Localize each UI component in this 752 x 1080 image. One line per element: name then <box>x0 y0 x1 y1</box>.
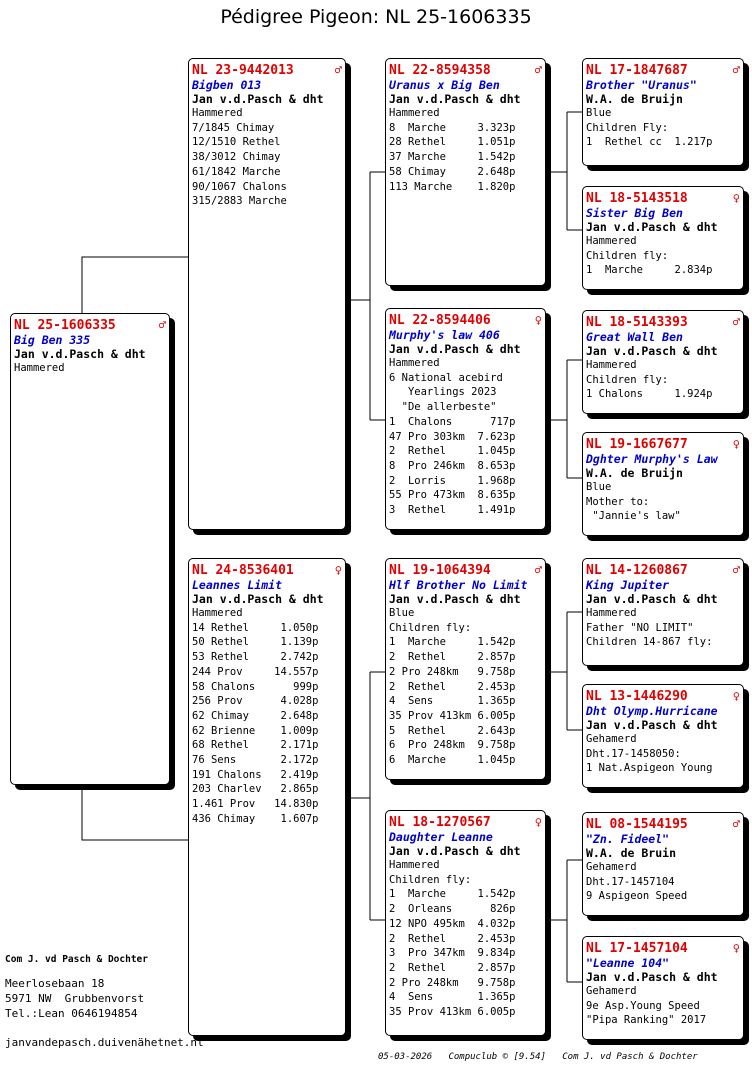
loft-name: Com J. vd Pasch & Dochter <box>5 954 148 965</box>
loft-phone: Tel.:Lean 0646194854 <box>5 1007 138 1020</box>
owner-name: Jan v.d.Pasch & dht <box>192 592 324 606</box>
pigeon-card-dds <box>582 812 744 916</box>
result-line: Children 14-867 fly: <box>586 636 713 649</box>
result-line: 9e Asp.Young Speed <box>586 999 700 1012</box>
card-header <box>192 563 342 578</box>
result-line: 1 Marche 1.542p <box>389 888 516 901</box>
result-line: 4 Sens 1.365p <box>389 991 516 1004</box>
owner-name: Jan v.d.Pasch & dht <box>389 342 521 356</box>
credit-line: 05-03-2026 Compuclub © [9.54] Com J. vd Pasch & Dochter <box>378 1052 698 1062</box>
card-header <box>586 689 740 704</box>
ring-number: NL 18-5143393 <box>586 315 688 330</box>
sex-icon: ♂ <box>534 63 542 77</box>
sex-icon: ♂ <box>334 63 342 77</box>
card-header <box>389 563 542 578</box>
result-line: Gehamerd <box>586 861 637 873</box>
result-line: 35 Prov 413km 6.005p <box>389 1006 516 1019</box>
result-line: Hammered <box>389 107 440 119</box>
result-line: 2 Rethel 2.453p <box>389 932 516 945</box>
owner-name: Jan v.d.Pasch & dht <box>586 592 718 606</box>
owner-name: Jan v.d.Pasch & dht <box>389 592 521 606</box>
result-line: Gehamerd <box>586 985 637 997</box>
result-line: 55 Pro 473km 8.635p <box>389 489 516 502</box>
ring-number: NL 24-8536401 <box>192 563 294 578</box>
pigeon-card-ddd <box>582 936 744 1040</box>
pigeon-card-ssd <box>582 186 744 290</box>
pigeon-name: Great Wall Ben <box>586 330 683 344</box>
result-line: Children fly: <box>586 373 669 386</box>
result-line: 2 Rethel 2.857p <box>389 651 516 664</box>
result-line: 50 Rethel 1.139p <box>192 636 319 649</box>
ring-number: NL 17-1457104 <box>586 941 688 956</box>
loft-email: janvandepasch.duivenähetnet.nl <box>5 1036 204 1049</box>
pigeon-card-dd <box>385 810 546 1036</box>
pigeon-card-sdd <box>582 432 744 536</box>
result-line: 35 Prov 413km 6.005p <box>389 709 516 722</box>
result-line: 12/1510 Rethel <box>192 136 281 149</box>
result-line: 2 Lorris 1.968p <box>389 474 516 487</box>
owner-name: W.A. de Bruin <box>586 846 677 860</box>
result-line: "De allerbeste" <box>389 401 497 414</box>
result-line: 6 National acebird <box>389 371 503 384</box>
owner-name: Jan v.d.Pasch & dht <box>14 347 146 361</box>
sex-icon: ♂ <box>158 318 166 332</box>
result-line: 2 Orleans 826p <box>389 903 516 916</box>
card-header <box>586 191 740 206</box>
result-line: 12 NPO 495km 4.032p <box>389 917 516 930</box>
result-line: 58 Chalons 999p <box>192 680 319 693</box>
result-line: Children Fly: <box>586 121 669 134</box>
owner-name: W.A. de Bruijn <box>586 92 683 106</box>
result-line: 3 Pro 347km 9.834p <box>389 947 516 960</box>
ring-number: NL 25-1606335 <box>14 318 116 333</box>
pigeon-name: Bigben 013 <box>192 78 262 92</box>
card-header <box>586 817 740 832</box>
sex-icon: ♂ <box>732 315 740 329</box>
result-line: 90/1067 Chalons <box>192 180 287 193</box>
pigeon-name: Dht Olymp.Hurricane <box>586 704 718 718</box>
card-header <box>389 63 542 78</box>
result-line: Father "NO LIMIT" <box>586 621 694 634</box>
result-line: Hammered <box>586 607 637 619</box>
result-line: Hammered <box>192 607 243 619</box>
owner-name: Jan v.d.Pasch & dht <box>586 718 718 732</box>
result-line: 4 Sens 1.365p <box>389 695 516 708</box>
result-line: 37 Marche 1.542p <box>389 151 516 164</box>
ring-number: NL 14-1260867 <box>586 563 688 578</box>
sex-icon: ♀ <box>732 437 740 451</box>
pigeon-name: Brother "Uranus" <box>586 78 697 92</box>
result-line: Hammered <box>389 357 440 369</box>
result-line: 244 Prov 14.557p <box>192 665 319 678</box>
ring-number: NL 08-1544195 <box>586 817 688 832</box>
card-header <box>586 563 740 578</box>
result-line: 191 Chalons 2.419p <box>192 768 319 781</box>
card-header <box>389 815 542 830</box>
sex-icon: ♀ <box>732 191 740 205</box>
pigeon-name: Hlf Brother No Limit <box>389 578 528 592</box>
owner-name: Jan v.d.Pasch & dht <box>586 970 718 984</box>
owner-name: Jan v.d.Pasch & dht <box>389 844 521 858</box>
result-line: 76 Sens 2.172p <box>192 754 319 767</box>
ring-number: NL 18-1270567 <box>389 815 491 830</box>
sex-icon: ♀ <box>534 313 542 327</box>
result-line: Hammered <box>389 859 440 871</box>
owner-name: Jan v.d.Pasch & dht <box>389 92 521 106</box>
pigeon-name: Daughter Leanne <box>389 830 493 844</box>
sex-icon: ♀ <box>732 941 740 955</box>
pigeon-name: Leannes Limit <box>192 578 283 592</box>
pigeon-card-sds <box>582 310 744 414</box>
pigeon-name: Dghter Murphy's Law <box>586 452 718 466</box>
result-line: 1 Chalons 717p <box>389 415 516 428</box>
result-line: Children fly: <box>389 621 472 634</box>
ring-number: NL 23-9442013 <box>192 63 294 78</box>
sex-icon: ♀ <box>534 815 542 829</box>
result-line: 58 Chimay 2.648p <box>389 165 516 178</box>
sex-icon: ♂ <box>732 63 740 77</box>
result-line: 5 Rethel 2.643p <box>389 724 516 737</box>
pigeon-card-dam <box>188 558 346 1036</box>
result-line: Gehamerd <box>586 733 637 745</box>
result-line: Blue <box>586 107 612 119</box>
card-header <box>586 315 740 330</box>
result-line: 1 Chalons 1.924p <box>586 388 713 401</box>
pigeon-name: "Leanne 104" <box>586 956 670 970</box>
result-line: Hammered <box>586 359 637 371</box>
owner-name: Jan v.d.Pasch & dht <box>586 220 718 234</box>
pigeon-name: Sister Big Ben <box>586 206 683 220</box>
result-line: 315/2883 Marche <box>192 195 287 208</box>
page-title: Pédigree Pigeon: NL 25-1606335 <box>220 6 532 28</box>
ring-number: NL 22-8594406 <box>389 313 491 328</box>
result-line: 47 Pro 303km 7.623p <box>389 430 516 443</box>
pigeon-card-subject <box>10 313 170 785</box>
result-line: 1.461 Prov 14.830p <box>192 798 319 811</box>
result-line: Children fly: <box>586 249 669 262</box>
result-line: 1 Rethel cc 1.217p <box>586 136 713 149</box>
card-header <box>586 63 740 78</box>
ring-number: NL 18-5143518 <box>586 191 688 206</box>
result-line: "Jannie's law" <box>586 510 681 523</box>
card-header <box>586 941 740 956</box>
result-line: 8 Pro 246km 8.653p <box>389 459 516 472</box>
result-line: 38/3012 Chimay <box>192 151 281 164</box>
result-line: 1 Marche 2.834p <box>586 264 713 277</box>
result-line: 436 Chimay 1.607p <box>192 812 319 825</box>
result-line: 2 Rethel 1.045p <box>389 445 516 458</box>
result-line: Hammered <box>14 362 65 374</box>
pigeon-card-dsd <box>582 684 744 788</box>
result-line: 2 Rethel 2.453p <box>389 680 516 693</box>
pigeon-card-ds <box>385 558 546 780</box>
ring-number: NL 19-1064394 <box>389 563 491 578</box>
result-line: 9 Aspigeon Speed <box>586 890 688 903</box>
result-line: Hammered <box>192 107 243 119</box>
result-line: Yearlings 2023 <box>389 386 497 399</box>
ring-number: NL 17-1847687 <box>586 63 688 78</box>
pigeon-card-dss <box>582 558 744 666</box>
result-line: Children fly: <box>389 873 472 886</box>
card-header <box>192 63 342 78</box>
loft-address-line-1: Meerlosebaan 18 <box>5 977 105 990</box>
result-line: 68 Rethel 2.171p <box>192 739 319 752</box>
loft-address-line-2: 5971 NW Grubbenvorst <box>5 992 145 1005</box>
card-header <box>586 437 740 452</box>
owner-name: Jan v.d.Pasch & dht <box>192 92 324 106</box>
result-line: Dht.17-1458050: <box>586 747 681 760</box>
result-line: 1 Nat.Aspigeon Young <box>586 762 713 775</box>
pigeon-name: Murphy's law 406 <box>389 328 500 342</box>
ring-number: NL 19-1667677 <box>586 437 688 452</box>
result-line: 6 Marche 1.045p <box>389 754 516 767</box>
result-line: 28 Rethel 1.051p <box>389 136 516 149</box>
pigeon-name: Uranus x Big Ben <box>389 78 500 92</box>
owner-name: W.A. de Bruijn <box>586 466 683 480</box>
result-line: 6 Pro 248km 9.758p <box>389 739 516 752</box>
pigeon-name: Big Ben 335 <box>14 333 91 347</box>
result-line: 62 Chimay 2.648p <box>192 709 319 722</box>
result-line: 3 Rethel 1.491p <box>389 504 516 517</box>
result-line: 61/1842 Marche <box>192 165 281 178</box>
pigeon-card-sire <box>188 58 346 530</box>
result-line: 14 Rethel 1.050p <box>192 621 319 634</box>
result-line: 62 Brienne 1.009p <box>192 724 319 737</box>
pigeon-card-sd <box>385 308 546 530</box>
result-line: Dht.17-1457104 <box>586 875 675 888</box>
result-line: 53 Rethel 2.742p <box>192 651 319 664</box>
result-line: 7/1845 Chimay <box>192 121 275 134</box>
result-line: Blue <box>586 481 612 493</box>
sex-icon: ♂ <box>732 563 740 577</box>
result-line: 256 Prov 4.028p <box>192 695 319 708</box>
card-header <box>14 318 166 333</box>
result-line: "Pipa Ranking" 2017 <box>586 1014 707 1027</box>
result-line: Blue <box>389 607 415 619</box>
result-line: Mother to: <box>586 495 650 508</box>
result-line: 8 Marche 3.323p <box>389 121 516 134</box>
ring-number: NL 13-1446290 <box>586 689 688 704</box>
result-line: 1 Marche 1.542p <box>389 636 516 649</box>
pigeon-name: King Jupiter <box>586 578 670 592</box>
result-line: 203 Charlev 2.865p <box>192 783 319 796</box>
sex-icon: ♂ <box>534 563 542 577</box>
owner-name: Jan v.d.Pasch & dht <box>586 344 718 358</box>
pigeon-card-ss <box>385 58 546 286</box>
result-line: 2 Pro 248km 9.758p <box>389 665 516 678</box>
card-header <box>389 313 542 328</box>
sex-icon: ♀ <box>732 689 740 703</box>
pigeon-name: "Zn. Fideel" <box>586 832 670 846</box>
result-line: 2 Pro 248km 9.758p <box>389 976 516 989</box>
result-line: 113 Marche 1.820p <box>389 180 516 193</box>
sex-icon: ♀ <box>334 563 342 577</box>
pigeon-card-sss <box>582 58 744 166</box>
sex-icon: ♂ <box>732 817 740 831</box>
result-line: Hammered <box>586 235 637 247</box>
ring-number: NL 22-8594358 <box>389 63 491 78</box>
result-line: 2 Rethel 2.857p <box>389 961 516 974</box>
